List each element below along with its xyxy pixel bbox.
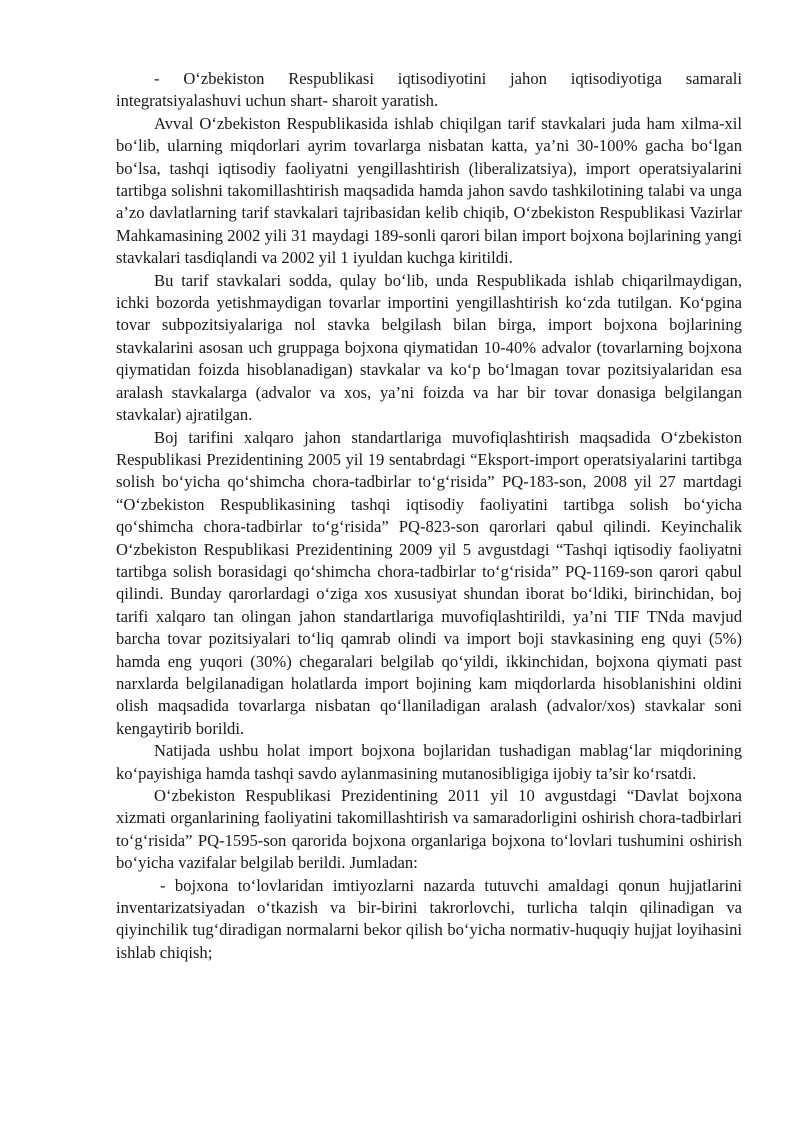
document-page (116, 68, 742, 964)
paragraph-result: Natijada ushbu holat import bojxona bojlaridan tushadigan mablag‘lar miqdorining ko‘payishiga hamda tashqi savdo aylanmasining mutanosibligiga ijobiy ta’sir ko‘rsatdi. (116, 741, 742, 783)
paragraph-tariff-structure: Bu tarif stavkalari sodda, qulay bo‘lib, unda Respublikada ishlab chiqarilmaydigan, ichki bozorda yetishmaydigan tovarlar importini yengillashtirish ko‘zda tutilgan. Ko‘pgina tovar subpozitsiyalariga nol stavka belgilash bilan birga, import bojxona bojlarining stavkalarini asosan uch gruppaga bojxona qiymatidan 10-40% advalor (tovarlarning bojxona qiymatidan foizda hisoblanadigan) stavkalar va ko‘p bo‘lmagan tovar pozitsiyalaridan esa aralash stavkalarga (advalor va xos, ya’ni foizda va har bir tovar donasiga belgilangan stavkalar) ajratilgan. (116, 270, 742, 425)
paragraph-presidential-decrees: Boj tarifini xalqaro jahon standartlariga muvofiqlashtirish maqsadida O‘zbekiston Respublikasi Prezidentining 2005 yil 19 sentabrdagi “Eksport-import operatsiyalarini tartibga solish bo‘yicha qo‘shimcha chora-tadbirlar to‘g‘risida” PQ-183-son, 2008 yil 27 martdagi “O‘zbekiston Respublikasining tashqi iqtisodiy faoliyatini tartibga solish bo‘yicha qo‘shimcha chora-tadbirlar to‘g‘risida” PQ-823-son qarorlari qabul qilindi. Keyinchalik O‘zbekiston Respublikasi Prezidentining 2009 yil 5 avgustdagi “Tashqi iqtisodiy faoliyatni tartibga solish borasidagi qo‘shimcha chora-tadbirlar to‘g‘risida” PQ-1169-son qarori qabul qilindi. Bunday qarorlardagi o‘ziga xos xususiyat shundan iborat bo‘ldiki, birinchidan, boj tarifi xalqaro tan olingan jahon standartlariga muvofiqlashtirildi, ya’ni TIF TNda mavjud barcha tovar pozitsiyalari to‘liq qamrab olindi va import boji stavkasining eng quyi (5%) hamda eng yuqori (30%) chegaralari belgilab qo‘yildi, ikkinchidan, bojxona qiymati past narxlarda belgilanadigan holatlarda import bojining kam miqdorlarda hisoblanishini oldini olish maqsadida tovarlarga nisbatan qo‘llaniladigan aralash (advalor/xos) stavkalar soni kengaytirib borildi. (116, 427, 742, 738)
paragraph-task-item: - bojxona to‘lovlaridan imtiyozlarni nazarda tutuvchi amaldagi qonun hujjatlarini inventarizatsiyadan o‘tkazish va bir-birini takrorlovchi, turlicha talqin qilinadigan va qiyinchilik tug‘diradigan normalarni bekor qilish bo‘yicha normativ-huquqiy hujjat loyihasini ishlab chiqish; (116, 875, 742, 962)
paragraph-pq-1595: O‘zbekiston Respublikasi Prezidentining 2011 yil 10 avgustdagi “Davlat bojxona xizmati organlarining faoliyatini takomillashtirish va samaradorligini oshirish chora-tadbirlari to‘g‘risida” PQ-1595-son qarorida bojxona organlariga bojxona to‘lovlari tushumini oshirish bo‘yicha vazifalar belgilab berildi. Jumladan: (116, 786, 742, 873)
paragraph-integration-goal: - O‘zbekiston Respublikasi iqtisodiyotini jahon iqtisodiyotiga samarali integratsiyalashuvi uchun shart- sharoit yaratish. (116, 69, 742, 111)
paragraph-tariff-history: Avval O‘zbekiston Respublikasida ishlab chiqilgan tarif stavkalari juda ham xilma-xil bo‘lib, ularning miqdorlari ayrim tovarlarga nisbatan katta, ya’ni 30-100% gacha bo‘lgan bo‘lsa, tashqi iqtisodiy faoliyatni yengillashtirish (liberalizatsiya), import operatsiyalarini tartibga solishni takomillashtirish maqsadida hamda jahon savdo tashkilotining talabi va unga a’zo davlatlarning tarif stavkalari tajribasidan kelib chiqib, O‘zbekiston Respublikasi Vazirlar Mahkamasining 2002 yili 31 maydagi 189-sonli qarori bilan import bojxona bojlarining yangi stavkalari tasdiqlandi va 2002 yil 1 iyuldan kuchga kiritildi. (116, 113, 742, 268)
